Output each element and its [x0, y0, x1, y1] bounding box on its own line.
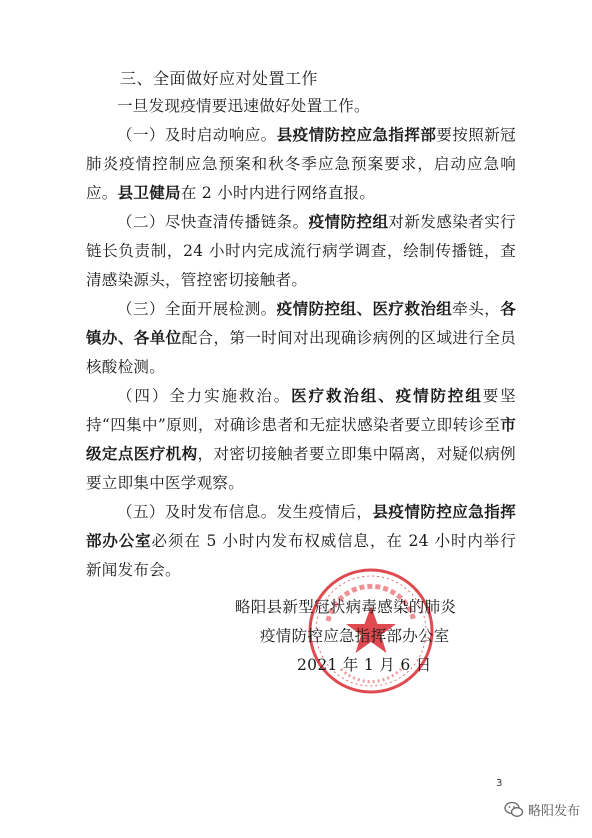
emphasis-text: 县卫健局 — [117, 184, 181, 202]
paragraph-3 — [86, 295, 516, 382]
paragraph-text: ，对密切接触者要立即集中隔离，对疑似病例要立即集中医学观察。 — [86, 445, 516, 492]
paragraph-text: 牵头， — [452, 300, 501, 318]
paragraph-text: 要坚持“四集中”原则，对确诊患者和无症状感染者要立即转诊至 — [86, 387, 516, 434]
paragraph-text: （一）及时启动响应。 — [117, 126, 277, 144]
paragraph-text: （五）及时发布信息。发生疫情后， — [117, 503, 373, 521]
issuer-line-1: 略阳县新型冠状病毒感染的肺炎 — [235, 598, 457, 616]
signature-block — [235, 593, 535, 680]
paragraph-text: （二）尽快查清传播链条。 — [117, 213, 309, 231]
emphasis-text: 县疫情防控应急指挥部办公室 — [86, 503, 516, 550]
page-number: 3 — [496, 778, 503, 789]
emphasis-text: 疫情防控组、医疗救治组 — [276, 300, 453, 318]
issue-date: 2021 年 1 月 6 日 — [297, 656, 432, 674]
issuer-line-2: 疫情防控应急指挥部办公室 — [260, 627, 450, 645]
emphasis-text: 市级定点医疗机构 — [86, 416, 516, 463]
paragraph-text: 配合，第一时间对出现确诊病例的区域进行全员核酸检测。 — [86, 329, 516, 376]
paragraph-text: 对新发感染者实行链长负责制，24 小时内完成流行病学调查，绘制传播链，查清感染源头，管控密切接触者。 — [86, 213, 516, 289]
emphasis-text: 各镇办、各单位 — [86, 300, 516, 347]
body-text — [86, 92, 516, 585]
paragraph-text: 必须在 5 小时内发布权威信息，在 24 小时内举行新闻发布会。 — [86, 532, 516, 579]
paragraph-1 — [86, 121, 516, 208]
paragraph-text: 要按照新冠肺炎疫情控制应急预案和秋冬季应急预案要求，启动应急响应。 — [86, 126, 516, 202]
emphasis-text: 疫情防控组 — [308, 213, 389, 231]
watermark-label: 略阳发布 — [527, 804, 580, 819]
emphasis-text: 县疫情防控应急指挥部 — [276, 126, 437, 144]
emphasis-text: 医疗救治组、疫情防控组 — [291, 387, 483, 405]
paragraph-5 — [86, 498, 516, 585]
paragraph-text: （三）全面开展检测。 — [117, 300, 277, 318]
paragraph-0 — [86, 92, 516, 121]
watermark — [504, 800, 580, 819]
paragraph-2 — [86, 208, 516, 295]
paragraph-text: 一旦发现疫情要迅速做好处置工作。 — [117, 97, 370, 115]
section-heading: 三、全面做好应对处置工作 — [120, 69, 319, 88]
paragraph-text: （四）全力实施救治。 — [117, 387, 292, 405]
paragraph-4 — [86, 382, 516, 498]
paragraph-text: 在 2 小时内进行网络直报。 — [180, 184, 376, 202]
wechat-icon — [504, 801, 524, 819]
